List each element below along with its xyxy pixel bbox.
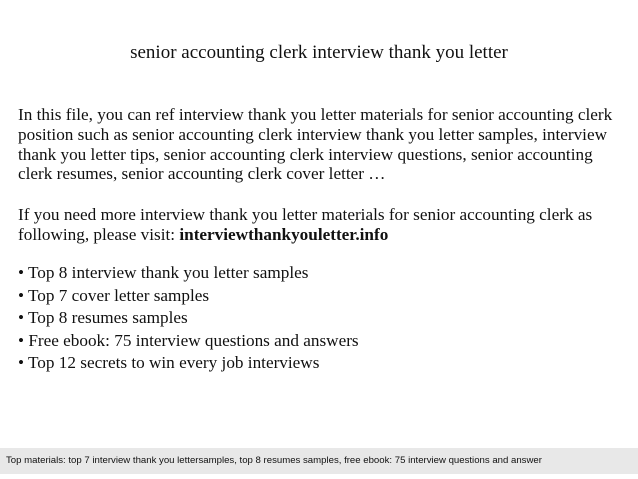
intro-paragraph: In this file, you can ref interview thank you letter materials for senior accounting clerk position such as senior accounting clerk interview thank you letter samples, interview thank you letter tips, senior accounting clerk interview questions, senior accounting clerk resumes, senior accounting clerk cover letter …: [18, 105, 613, 184]
footer-bar: Top materials: top 7 interview thank you lettersamples, top 8 resumes samples, free ebook: 75 interview questions and answer: [0, 448, 638, 474]
list-item: • Top 8 interview thank you letter samples: [18, 263, 309, 282]
list-item: • Top 7 cover letter samples: [18, 285, 210, 305]
resource-list: [18, 262, 359, 375]
list-item: • Top 12 secrets to win every job interviews: [18, 353, 320, 372]
website-link[interactable]: interviewthankyouletter.info: [179, 224, 389, 244]
visit-text: If you need more interview thank you letter materials for senior accounting clerk as following, please visit:: [18, 205, 593, 244]
page-title: senior accounting clerk interview thank you letter: [130, 42, 508, 63]
visit-paragraph: [18, 205, 630, 245]
list-item: • Free ebook: 75 interview questions and answers: [18, 330, 359, 350]
list-item: • Top 8 resumes samples: [18, 308, 188, 327]
